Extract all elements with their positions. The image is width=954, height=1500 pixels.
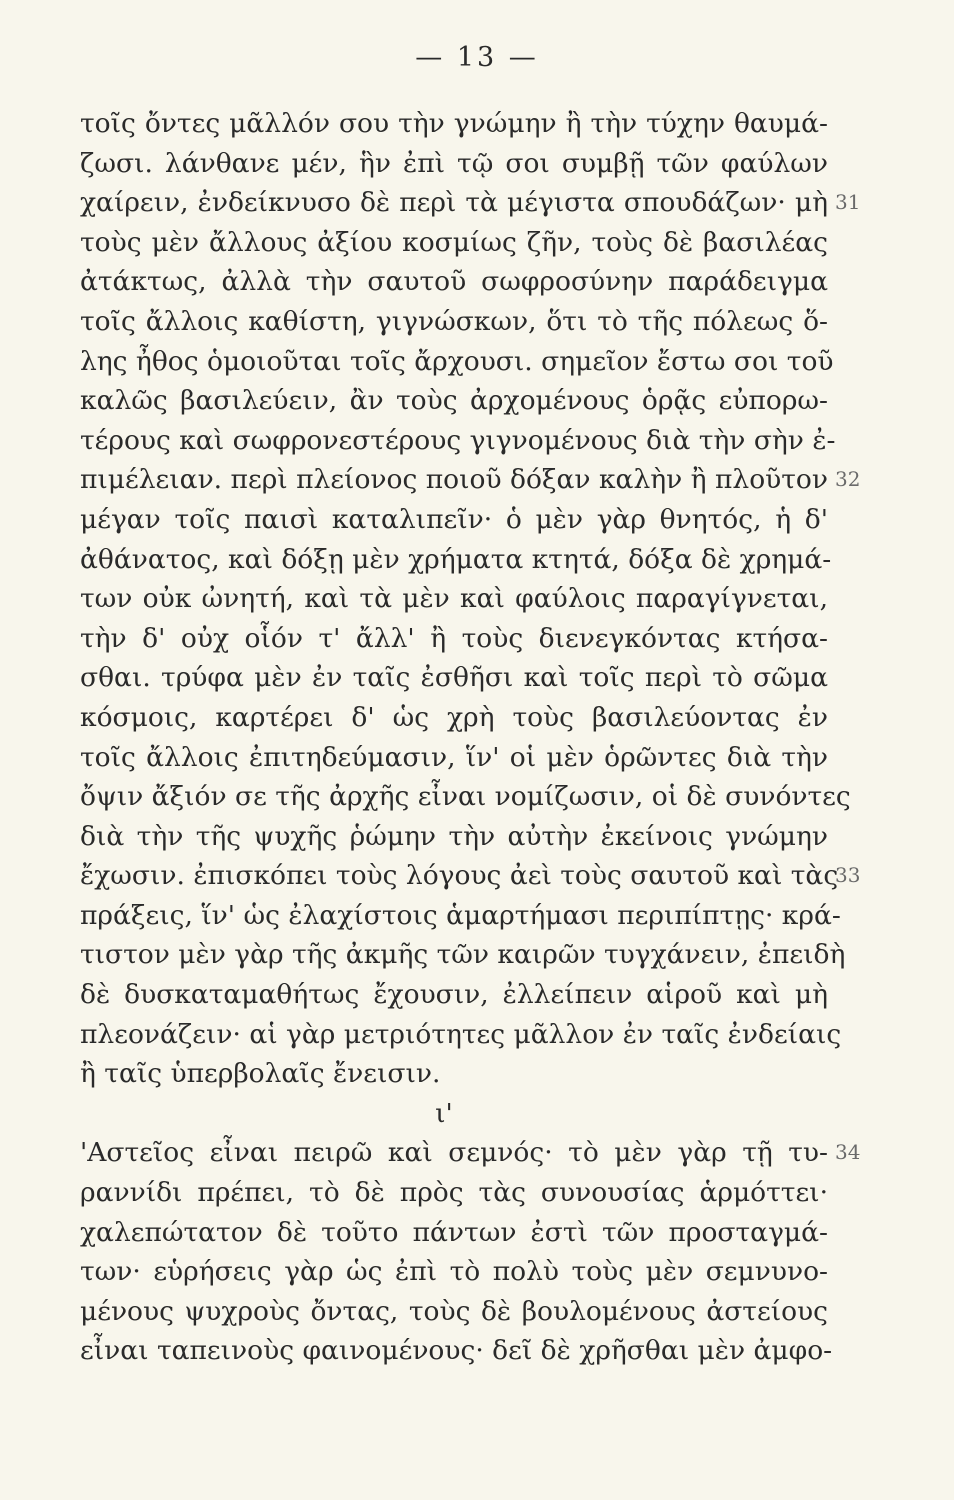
text-line: πιμέλειαν. περὶ πλείονος ποιοῦ δόξαν καλὴν ἢ πλοῦτον 32: [80, 460, 828, 500]
text-line: εἶναι ταπεινοὺς φαινομένους· δεῖ δὲ χρῆσθαι μὲν ἀμφο-: [80, 1335, 833, 1367]
text-line: πλεονάζειν· αἱ γὰρ μετριότητες μᾶλλον ἐν ταῖς ἐνδείαις: [80, 1018, 842, 1050]
text-line: κόσμοις, καρτέρει δ' ὡς χρὴ τοὺς βασιλεύοντας ἐν: [80, 701, 828, 733]
text-line: μέγαν τοῖς παισὶ καταλιπεῖν· ὁ μὲν γὰρ θνητός, ἡ δ': [80, 503, 828, 535]
text-line: ραννίδι πρέπει, τὸ δὲ πρὸς τὰς συνουσίας ἁρμόττει·: [80, 1177, 828, 1209]
text-line: δὲ δυσκαταμαθήτως ἔχουσιν, ἐλλείπειν αἱροῦ καὶ μὴ: [80, 979, 828, 1011]
text-block: [80, 104, 861, 1371]
text-line: ζωσι. λάνθανε μέν, ἣν ἐπὶ τῷ σοι συμβῇ τῶν φαύλων: [80, 147, 828, 179]
text-line: ἢ ταῖς ὑπερβολαῖς ἔνεισιν.: [80, 1058, 441, 1090]
margin-section-number: 34: [835, 1140, 861, 1165]
text-line: χαλεπώτατον δὲ τοῦτο πάντων ἐστὶ τῶν προσταγμά-: [80, 1216, 828, 1248]
text-line: σθαι. τρύφα μὲν ἐν ταῖς ἐσθῆσι καὶ τοῖς περὶ τὸ σῶμα: [80, 662, 828, 694]
text-line: των οὐκ ὠνητή, καὶ τὰ μὲν καὶ φαύλοις παραγίγνεται,: [80, 583, 828, 615]
page-number: — 13 —: [415, 42, 539, 73]
text-line: καλῶς βασιλεύειν, ἂν τοὺς ἀρχομένους ὁρᾷς εὐπορω-: [80, 385, 828, 417]
text-line: πράξεις, ἵν' ὡς ἐλαχίστοις ἁμαρτήμασι περιπίπτῃς· κρά-: [80, 899, 841, 931]
margin-section-number: 31: [835, 190, 861, 215]
text-line: διὰ τὴν τῆς ψυχῆς ῥώμην τὴν αὐτὴν ἐκείνοις γνώμην: [80, 820, 828, 852]
text-line: τοῖς ὄντες μᾶλλόν σου τὴν γνώμην ἢ τὴν τύχην θαυμά-: [80, 108, 828, 139]
text-line: ἔχωσιν. ἐπισκόπει τοὺς λόγους ἀεὶ τοὺς σαυτοῦ καὶ τὰς 33: [80, 856, 828, 896]
text-line: λης ἦθος ὁμοιοῦται τοῖς ἄρχουσι. σημεῖον ἔστω σοι τοῦ: [80, 345, 834, 377]
text-line: ἀθάνατος, καὶ δόξῃ μὲν χρήματα κτητά, δόξα δὲ χρημά-: [80, 543, 832, 575]
text-line: τοῖς ἄλλοις ἐπιτηδεύμασιν, ἵν' οἱ μὲν ὁρῶντες διὰ τὴν: [80, 741, 828, 773]
margin-section-number: 33: [835, 863, 861, 888]
section-heading: ι': [435, 1097, 453, 1129]
text-line: τοὺς μὲν ἄλλους ἀξίου κοσμίως ζῆν, τοὺς δὲ βασιλέας: [80, 226, 828, 258]
margin-section-number: 32: [835, 467, 861, 492]
text-line: ὄψιν ἄξιόν σε τῆς ἀρχῆς εἶναι νομίζωσιν, οἱ δὲ συνόντες: [80, 781, 851, 813]
text-line: χαίρειν, ἐνδείκνυσο δὲ περὶ τὰ μέγιστα σπουδάζων· μὴ 31: [80, 183, 828, 223]
text-line: τέρους καὶ σωφρονεστέρους γιγνομένους διὰ τὴν σὴν ἐ-: [80, 424, 836, 456]
text-line: μένους ψυχροὺς ὄντας, τοὺς δὲ βουλομένους ἀστείους: [80, 1295, 828, 1327]
text-line: τοῖς ἄλλοις καθίστη, γιγνώσκων, ὅτι τὸ τῆς πόλεως ὅ-: [80, 305, 828, 337]
text-line: 'Αστεῖος εἶναι πειρῶ καὶ σεμνός· τὸ μὲν γὰρ τῇ τυ- 34: [80, 1133, 828, 1173]
text-line: των· εὑρήσεις γὰρ ὡς ἐπὶ τὸ πολὺ τοὺς μὲν σεμνυνο-: [80, 1256, 828, 1288]
text-line: τιστον μὲν γὰρ τῆς ἀκμῆς τῶν καιρῶν τυγχάνειν, ἐπειδὴ: [80, 939, 846, 971]
text-line: τὴν δ' οὐχ οἷόν τ' ἄλλ' ἢ τοὺς διενεγκόντας κτήσα-: [80, 622, 828, 654]
text-line: ἀτάκτως, ἀλλὰ τὴν σαυτοῦ σωφροσύνην παράδειγμα: [80, 266, 828, 298]
